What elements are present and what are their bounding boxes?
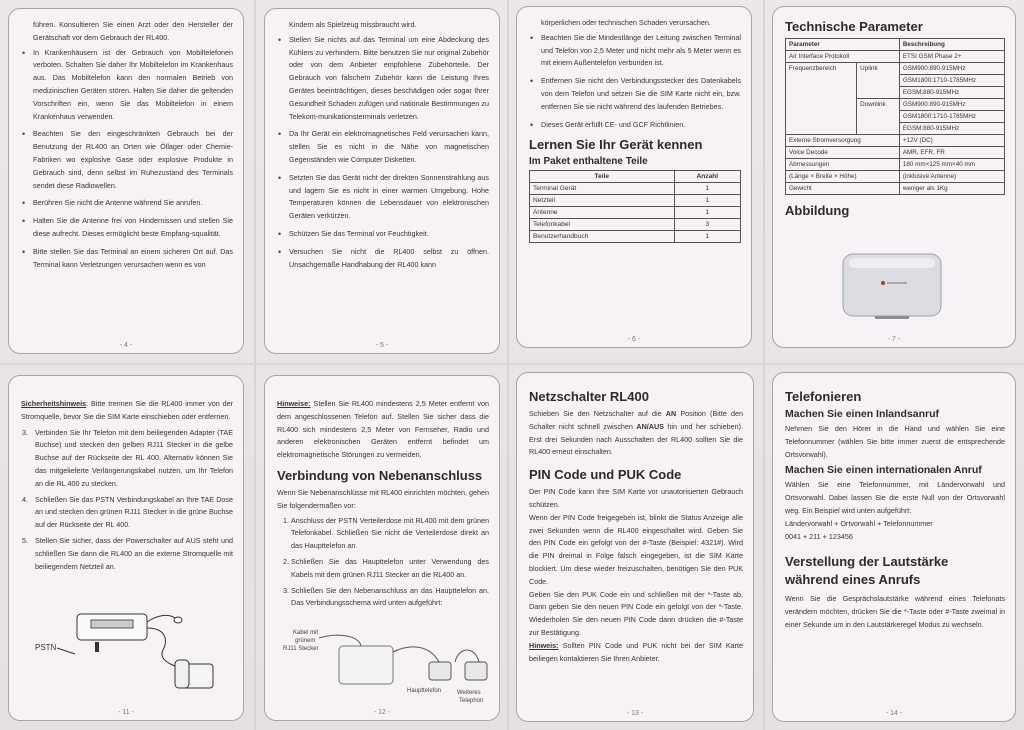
terminal-panel: [91, 620, 133, 628]
page-number: - 7 -: [887, 336, 901, 343]
table-cell: GSM900:890-915MHz: [899, 63, 1004, 75]
section-heading: Technische Parameter: [785, 19, 923, 34]
section-heading: Netzschalter RL400: [529, 389, 649, 404]
list-item: 2. Schließen Sie das Haupttelefon unter Verwendung des Kabels mit dem grünen RJ11 Stecker an die RL400 an.: [291, 556, 489, 582]
cable: [455, 650, 479, 662]
table-cell: Terminal Gerät: [530, 183, 675, 195]
list-item: • Beachten Sie die Mindestlänge der Leitung zwischen Terminal und Telefon von 2,5 Meter und nicht mehr als 5 Meter wenn es mit einem Außentelefon verbunden ist.: [541, 32, 741, 70]
table-cell: GSM900:890-915MHz: [899, 99, 1004, 111]
step-number: 3.: [22, 427, 28, 437]
page-11: [8, 375, 244, 721]
page-13: [516, 372, 754, 722]
text-run: Schieben Sie den Netzschalter auf die: [529, 409, 666, 418]
table-cell: (inklusive Antenne): [899, 171, 1004, 183]
table-row: [786, 171, 1005, 183]
section-heading: PIN Code und PUK Code: [529, 467, 682, 483]
safety-text: : Bitte trennen Sie die RL400 immer von der Stromquelle, bevor Sie die SIM Karte einschieben oder entfernen.: [21, 399, 233, 421]
step-number: 5.: [22, 535, 28, 545]
parts-table: [529, 170, 741, 243]
extension-diagram: [279, 626, 493, 706]
page-12: [264, 375, 500, 721]
table-cell: GSM1800:1710-1785MHz: [899, 111, 1004, 123]
hint-label: Hinweise:: [277, 399, 311, 408]
page-number: - 12 -: [373, 709, 391, 716]
table-cell: Uplink: [857, 63, 900, 99]
table-row: [530, 195, 741, 207]
page-number: - 11 -: [118, 709, 134, 716]
pstn-label: PSTN: [35, 643, 57, 652]
page-14: [772, 372, 1016, 722]
page-5-lead: Kindern als Spielzeug missbraucht wird.: [289, 20, 417, 29]
table-header: Beschreibung: [899, 39, 1004, 51]
fold-line: [507, 0, 509, 730]
brand-wordmark: [887, 282, 907, 284]
list-item: [22, 494, 233, 532]
list-item: 1. Anschluss der PSTN Verteilerdose mit RL400 mit dem grünen Telefonkabel. Schließen Sie nicht die Verteilerdose direkt an das Haupttelefon an.: [291, 515, 489, 553]
plug-icon: [174, 617, 182, 623]
table-cell: Frequenzbereich: [786, 63, 857, 135]
table-row: [530, 231, 741, 243]
table-cell: Netzteil: [530, 195, 675, 207]
list-item: • Beachten Sie den eingeschränkten Gebrauch bei der Benutzung der RL400 an Orten wie Öllager oder Chemie-Fabriken wo explosive Gase oder explosive Produkte in Gebrauch sind, denn selbst im Ruhezustand des Terminals sendet diese Radiowellen.: [33, 128, 233, 192]
page-number: - 5 -: [375, 342, 389, 349]
handset-icon: [175, 660, 189, 688]
cable-label: grünem: [295, 638, 316, 644]
table-row: [786, 183, 1005, 195]
main-phone-icon: [429, 662, 451, 680]
paragraph: [529, 408, 743, 459]
cable: [319, 635, 361, 646]
section-heading: Lernen Sie Ihr Gerät kennen: [529, 137, 703, 153]
table-cell: 1: [674, 231, 740, 243]
table-cell: Abmessungen: [786, 159, 900, 171]
page-4: [8, 8, 244, 354]
table-cell: 3: [674, 219, 740, 231]
other-phone-label: Weiteres: [457, 690, 481, 696]
list-item: [22, 427, 233, 491]
table-cell: GSM1800:1710-1785MHz: [899, 75, 1004, 87]
section-subheading: Machen Sie einen internationalen Anruf: [785, 464, 982, 477]
hint-text: Sollten PIN Code und PUK nicht bei der SIM Karte beiliegen kontaktieren Sie Ihren Anbieter.: [529, 640, 743, 663]
fold-line: [254, 0, 256, 730]
page-number: - 6 -: [627, 336, 641, 343]
section-heading: Abbildung: [785, 203, 850, 218]
antenna-cable: [147, 615, 175, 622]
page-number: - 13 -: [626, 710, 644, 717]
table-cell: +12V (DC): [899, 135, 1004, 147]
table-cell: Downlink: [857, 99, 900, 135]
table-cell: Antenne: [530, 207, 675, 219]
table-cell: Air Interface Protokoll: [786, 51, 900, 63]
paragraph: Nehmen Sie den Hörer in die Hand und wählen Sie eine Telefonnummer (wählen Sie bitte immer zuerst die entsprechende Ortsvorwahl).: [785, 424, 1005, 459]
list-item: • In Krankenhäusern ist der Gebrauch von Mobiltelefonen verboten. Schalten Sie daher Ihr Mobiltelefon im Krankenhaus aus. Das Mobiltelefon kann den normalen Betrieb von medizinischen Geräten stören. Halten Sie daher die geltenden Vorschriften ein, wenn Sie das Mobiltelefon in einem Krankenhaus verwenden.: [33, 47, 233, 124]
tech-params-table: [785, 38, 1005, 195]
list-item: 3. Schließen Sie den Nebenanschluss an das Haupttelefon an. Das Verbindungsschema wird unten aufgeführt:: [291, 585, 489, 611]
page-5: [264, 8, 500, 354]
paragraph: Wenn der PIN Code freigegeben ist, blinkt die Status Anzeige alle zwei Sekunden wenn die RL400 eingeschaltet wird. Geben Sie den PIN Code ein gefolgt von der #-Taste (Beispiel: 4321#). Wird die PIN dreimal in Folge falsch eingegeben, ist die SIM Karte blockiert. Um diese wieder freizuschalten, benötigen Sie den PUK Code.: [529, 512, 743, 586]
list-item: • Versuchen Sie nicht die RL400 selbst zu öffnen. Unsachgemäße Handhabung der RL400 kann: [289, 246, 489, 272]
table-header: Anzahl: [674, 171, 740, 183]
terminal-foot: [95, 642, 99, 652]
table-cell: 1: [674, 183, 740, 195]
list-item: • Bitte stellen Sie das Terminal an einem sicheren Ort auf. Das Terminal kann Verletzungen verursachen wenn es von: [33, 246, 233, 272]
on-label: AN: [665, 409, 677, 418]
device-illustration: [839, 250, 945, 324]
page-7: [772, 6, 1016, 348]
section-heading: Verstellung der Lautstärke während eines Anrufs: [785, 554, 949, 588]
step-text: Schließen Sie das PSTN Verbindungskabel an Ihre TAE Dose an und stecken den grünen RJ11 Stecker in die grüne Buchse auf der Rückseite der RL 400.: [35, 494, 233, 530]
paragraph: Wählen Sie eine Telefonnummer, mit Ländervorwahl und Ortsvorwahl. Dabei lassen Sie die erste Null von der Ortsvorwahl weg. Ein Beispiel wird unten aufgeführt:: [785, 480, 1005, 515]
list-item: • Halten Sie die Antenne frei von Hindernissen und stellen Sie diese aufrecht. Dieses ermöglicht beste Empfang-squalität.: [33, 215, 233, 241]
list-item: • Stellen Sie nichts auf das Terminal um eine Abdeckung des Kühlers zu verhindern. Bitte benutzen Sie nur original Zubehör oder von dem Anbieter empfohlene Zubehörteile. Der Gebrauch von falschem Zubehör kann die Leistung Ihres Gerätes beeinträchtigen, dieses beschädigen oder sogar Ihrer Gesundheit Schaden zufügen und nationale Bestimmungen zu Telekom-munikationsterminals verletzen.: [289, 34, 489, 124]
paragraph: [529, 640, 743, 666]
brand-logo-icon: [881, 281, 885, 285]
table-cell: EGSM:880-915MHz: [899, 87, 1004, 99]
table-cell: 180 mm×125 mm×40 mm: [899, 159, 1004, 171]
paragraph: Wenn Sie die Gesprächslautstärke während eines Telefonats verändern möchten, drücken Sie die *-Taste oder #-Taste zweimal in einer Sekunde um in den Lautstärkeregel Modus zu wechseln.: [785, 594, 1005, 629]
other-phone-icon: [465, 662, 487, 680]
cable: [393, 647, 439, 662]
intro-text: Wenn Sie Nebenanschlüsse mit RL400 einrichten möchten, gehen Sie folgendermaßen vor:: [277, 487, 489, 510]
device-highlight: [849, 258, 935, 268]
table-row: [786, 135, 1005, 147]
section-subheading: Im Paket enthaltene Teile: [529, 156, 648, 168]
table-row: [786, 63, 1005, 75]
page-4-lead: führen. Konsultieren Sie einen Arzt oder den Hersteller der Gerätschaft vor dem Gebrauch der RL400.: [33, 20, 233, 42]
list-item: • Dieses Gerät erfüllt CE- und GCF Richtlinien.: [541, 119, 741, 132]
on-off-label: AN/AUS: [636, 421, 664, 431]
table-row: [786, 51, 1005, 63]
list-item: • Schützen Sie das Terminal vor Feuchtigkeit.: [289, 228, 489, 241]
fold-line: [0, 363, 1024, 365]
table-cell: Benutzerhandbuch: [530, 231, 675, 243]
list-item: • Entfernen Sie nicht den Verbindungsstecker des Datenkabels von dem Telefon und setzen Sie die SIM Karte nicht ein, bzw. entfernen Sie sie nicht während des laufenden Betriebes.: [541, 75, 741, 113]
page-6: [516, 6, 752, 348]
cable-label: RJ11 Stecker: [283, 646, 319, 652]
list-item: • Setzten Sie das Gerät nicht der direkten Sonnenstrahlung aus und lagern Sie es nicht in einer warmen Umgebung. Hohe Temperaturen können die Lebensdauer von elektronischen Geräten verkürzen.: [289, 172, 489, 223]
list-item: • Berühren Sie nicht die Antenne während Sie anrufen.: [33, 197, 233, 210]
table-header: Teile: [530, 171, 675, 183]
table-cell: EGSM:880-915MHz: [899, 123, 1004, 135]
hint-text: Stellen Sie RL400 mindestens 2,5 Meter entfernt von dem angeschlossenen Telefon auf. Stellen Sie sicher dass die RL400 sich mindestens 2,5 Meter von Fernseher, Radio und anderen elektronischen Geräten entfernt befindet um elektromagnetische Störungen zu vermeiden.: [277, 399, 489, 460]
page-number: - 14 -: [885, 710, 903, 717]
fold-line: [763, 0, 765, 730]
formula-text: Ländervorwahl + Ortvorwahl + Telefonnummer: [785, 518, 933, 528]
text-run: hin und her schieben). Erst drei Sekunden nach Ausschalten der RL400 sollten Sie die RL400 erneut einschalten.: [529, 421, 743, 457]
table-cell: AMR, EFR, FR: [899, 147, 1004, 159]
terminal-drawing: [339, 646, 393, 684]
table-cell: (Länge × Breite × Höhe): [786, 171, 900, 183]
table-cell: 1: [674, 207, 740, 219]
example-number: 0041 + 211 + 123456: [785, 531, 853, 541]
table-cell: 1: [674, 195, 740, 207]
other-phone-label: Telephon: [459, 698, 484, 704]
table-cell: ETSI GSM Phase 2+: [899, 51, 1004, 63]
device-foot: [875, 316, 909, 319]
paragraph: Geben Sie den PUK Code ein und schließen mit der *-Taste ab. Dann geben Sie den neuen PIN Code ein gefolgt von der *-Taste. Wiederholen Sie den neuen PIN Code dann drücken die #-Taste zur Bestätigung.: [529, 589, 743, 637]
hint-label: Hinweis:: [529, 640, 559, 650]
list-item: [22, 535, 233, 573]
table-row: [530, 207, 741, 219]
list-item: • Da Ihr Gerät ein elektromagnetisches Feld verursachen kann, stellen Sie es nicht in die Nähe von magnetischen Gegenständen wie Computer Disketten.: [289, 128, 489, 166]
pstn-connection-diagram: [29, 608, 219, 694]
table-cell: Voice Decode: [786, 147, 900, 159]
step-text: Verbinden Sie Ihr Telefon mit dem beiliegenden Adapter (TAE Buchse) und stecken den gelben RJ11 Stecker in die gelbe Buchse auf der Rückseite der RL 400. Alternativ können Sie das mitgelieferte Verlängerungskabel nutzen, um Ihr Telefon an die RL 400 zu stecken.: [35, 427, 233, 488]
step-text: Stellen Sie sicher, dass der Powerschalter auf AUS steht und schließen Sie dann die RL400 an die externe Stromquelle mit beiliegendem Netzteil an.: [35, 535, 233, 571]
section-subheading: Machen Sie einen Inlandsanruf: [785, 408, 940, 420]
page-6-lead: körperlichen oder technischen Schaden verursachen.: [541, 18, 711, 27]
paragraph: Der PIN Code kann Ihre SIM Karte vor unautorisierten Gebrauch schützen.: [529, 487, 743, 509]
step-number: 4.: [22, 494, 28, 504]
table-cell: Gewicht: [786, 183, 900, 195]
table-row: [530, 183, 741, 195]
table-cell: Telefonkabel: [530, 219, 675, 231]
section-heading: Verbindung von Nebenanschluss: [277, 467, 483, 483]
table-cell: Externe Stromversorgung: [786, 135, 900, 147]
pstn-pointer: [57, 648, 75, 654]
table-row: [530, 219, 741, 231]
cable-label: Kabel mit: [293, 630, 319, 636]
page-number: - 4 -: [119, 342, 133, 349]
table-header: Parameter: [786, 39, 900, 51]
table-cell: weniger als 1Kg: [899, 183, 1004, 195]
section-heading: Telefonieren: [785, 389, 862, 404]
main-phone-label: Haupttelefon: [407, 688, 442, 694]
table-row: [786, 159, 1005, 171]
table-row: [786, 147, 1005, 159]
safety-label: Sicherheitshinweis: [21, 399, 87, 408]
text-run: Position (Bitte den Schalter nicht schnell zwischen: [529, 409, 743, 431]
